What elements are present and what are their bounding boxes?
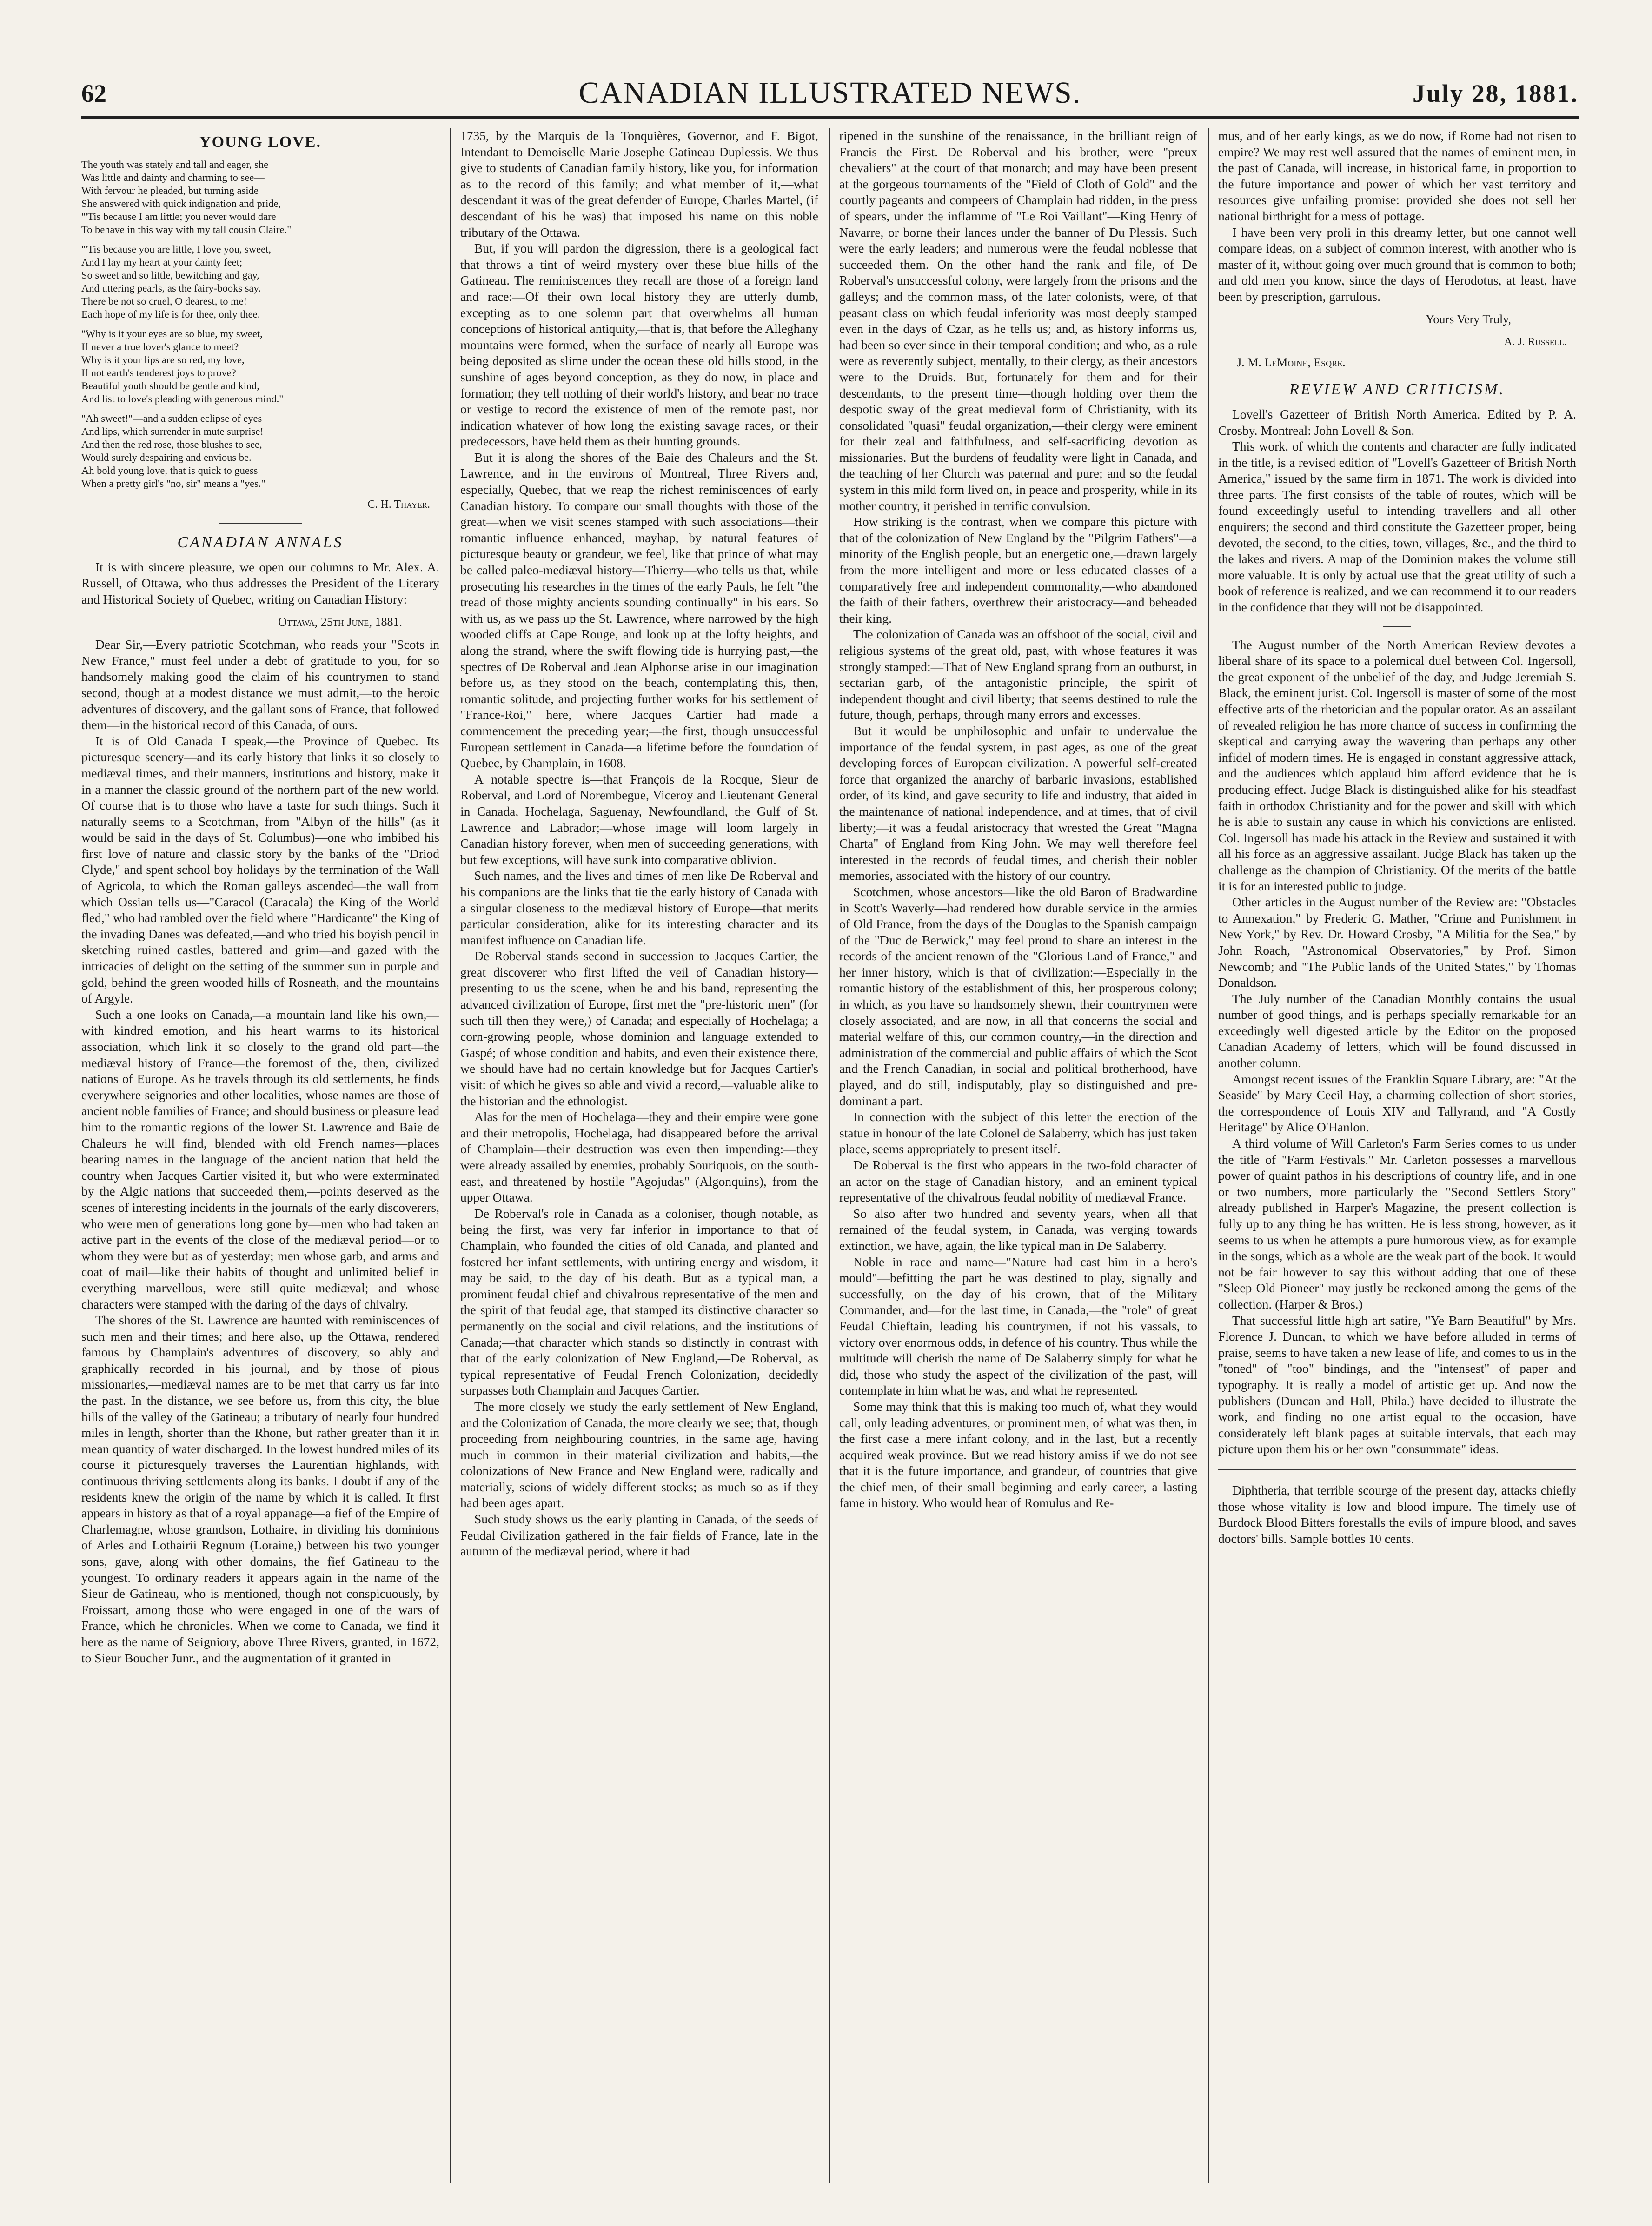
- poem: [81, 158, 439, 490]
- article-paragraph: So also after two hundred and seventy years, when all that remained of the feudal system, in Canada, was verging towards extinction, we have, again, the like typical man in De Salaberry.: [839, 1206, 1197, 1253]
- article-paragraph: Scotchmen, whose ancestors—like the old Baron of Bradwardine in Scott's Waverly—had rendered how durable service in the armies of Old France, from the days of the Douglas to the Spanish campaign of the "Duc de Berwick," may feel proud to share an interest in the records of the ancient renown of the "Glorious Land of France," and her inner history, which is that of civilization:—Especially in the romantic history of the establishment of this, her prosperous colony; in which, as you have so handsomely shewn, their countrymen were closely associated, and are now, in all that concerns the social and material welfare of this, our common country,—in the direction and administration of the commercial and public affairs of which the Scot and the French Canadian, in social and political brotherhood, have played, and do still, indisputably, play so distinguished and pre-dominant a part.: [839, 884, 1197, 1108]
- column-3: [839, 128, 1197, 2183]
- annals-title: CANADIAN ANNALS: [177, 534, 344, 552]
- masthead: CANADIAN ILLUSTRATED NEWS.: [578, 76, 1081, 110]
- poem-stanza: "'Tis because you are little, I love you, sweet, And I lay my heart at your dainty feet; So sweet and so little, bewitching and gay, And uttering pearls, as the fairy-books say. There be not so cruel, O dearest, to me! Each hope of my life is for thee, only thee.: [81, 243, 271, 320]
- annals-intro: It is with sincere pleasure, we open our columns to Mr. Alex. A. Russell, of Ottawa, who thus addresses the President of the Literary and Historical Society of Quebec, writing on Canadian History:: [81, 559, 439, 606]
- article-paragraph: The more closely we study the early settlement of New England, and the Colonization of Canada, the more clearly we see; that, though proceeding from neighbouring countries, in the same age, having much in common in their material civilization and habits,—the colonizations of New France and New England were, radically and materially, scions of widely different stocks; as much so as if they had been ages apart.: [460, 1399, 818, 1510]
- section-divider: [1383, 626, 1411, 627]
- page-header: [81, 65, 1579, 119]
- column-rule: [829, 128, 830, 2183]
- article-paragraph: Dear Sir,—Every patriotic Scotchman, who reads your "Scots in New France," must feel under a debt of gratitude to you, for so handsomely making good the claim of his countrymen to stand second, though at a modest distance we must admit,—to the heroic adventures of discovery, and the gallant sons of France, that followed them—in the historical record of this Canada, of ours.: [81, 637, 439, 732]
- column-1: [81, 128, 439, 2183]
- article-paragraph: In connection with the subject of this letter the erection of the statue in honour of the late Colonel de Salaberry, which has just taken place, seems appropriately to present itself.: [839, 1110, 1197, 1156]
- advertisement-notice: Diphtheria, that terrible scourge of the present day, attacks chiefly those whose vitality is low and blood impure. The timely use of Burdock Blood Bitters forestalls the evils of impure blood, and saves doctors' bills. Sample bottles 10 cents.: [1218, 1482, 1576, 1546]
- review-paragraph: This work, of which the contents and character are fully indicated in the title, is a revised edition of "Lovell's Gazetteer of British North America," issued by the same firm in 1871. The work is divided into three parts. The first consists of the table of routes, which will be found exceedingly useful to intending travellers and all other enquirers; the second and third constitute the Gazetteer proper, being devoted, the second, to the cities, town, villages, &c., and the third to the lakes and rivers. A map of the Dominion makes the volume still more valuable. It is only by actual use that the great utility of such a book of reference is realized, and we can recommend it to our readers in the confidence that they will not be disappointed.: [1218, 439, 1576, 615]
- column-rule: [1208, 128, 1209, 2183]
- article-paragraph: But it would be unphilosophic and unfair to undervalue the importance of the feudal system, in past ages, as one of the great developing forces of European civilization. A powerful self-created force that organized the anarchy of barbaric invasions, established order, of its kind, and gave security to life and industry, that aided in the maintenance of national independence, and at times, that of civil liberty;—it was a feudal aristocracy that wrested the Great "Magna Charta" of England from King John. We may well therefore feel interested in the records of feudal times, and cherish their nobler memories, associated with the history of our country.: [839, 723, 1197, 883]
- article-paragraph: How striking is the contrast, when we compare this picture with that of the colonization of New England by the "Pilgrim Fathers"—a minority of the English people, but an energetic one,—drawn largely from the more intelligent and more or less educated classes of a comparatively free and independent commonality,—who abandoned the faith of their fathers, overthrew their aristocracy—and beheaded their king.: [839, 514, 1197, 625]
- section-divider: [1218, 1469, 1576, 1470]
- page-number: 62: [81, 80, 106, 107]
- poem-stanza: "Ah sweet!"—and a sudden eclipse of eyes And lips, which surrender in mute surprise! And then the red rose, those blushes to see, Would surely despairing and envious be. Ah bold young love, that is quick to guess When a pretty girl's "no, sir" means a "yes.": [81, 412, 265, 489]
- article-paragraph: De Roberval is the first who appears in the two-fold character of an actor on the stage of Canadian history,—and an eminent typical representative of the chivalrous feudal nobility of mediæval France.: [839, 1158, 1197, 1205]
- article-paragraph: Such study shows us the early planting in Canada, of the seeds of Feudal Civilization gathered in the fair fields of France, late in the autumn of the mediæval period, where it had: [460, 1512, 818, 1559]
- letter-signer: A. J. Russell.: [1504, 336, 1567, 348]
- article-paragraph: De Roberval stands second in succession to Jacques Cartier, the great discoverer who first lifted the veil of Canadian history—presenting to us the scene, when he and his band, representing the advanced civilization of Europe, first met the "pre-historic men" (for such till then they were,) of Canada; and especially of Hochelaga; a corn-growing people, whose dominion and language extended to Gaspé; of whose condition and habits, and even their existence there, we should have had no certain knowledge but for Jacques Cartier's visit: of which he gives so able and vivid a record,—valuable alike to the historian and the ethnologist.: [460, 949, 818, 1108]
- article-paragraph: The colonization of Canada was an offshoot of the social, civil and religious systems of the great old, past, with whose features it was strongly stamped:—That of New England sprang from an outburst, in sectarian garb, of the antagonistic principle,—the spirit of independent thought and civil liberty; that seems destined to rule the future, though, perhaps, through many errors and excesses.: [839, 627, 1197, 722]
- article-paragraph: I have been very proli in this dreamy letter, but one cannot well compare ideas, on a subject of common interest, with another who is master of it, without going over much ground that is common to both; and old men you know, since the days of Herodotus, at least, have been by prescription, garrulous.: [1218, 225, 1576, 304]
- article-paragraph: Such names, and the lives and times of men like De Roberval and his companions are the links that tie the early history of Canada with a singular closeness to the mediæval history of Europe—that merits particular consideration, alike for its interesting character and its manifest influence on Canadian life.: [460, 868, 818, 947]
- review-paragraph: The August number of the North American Review devotes a liberal share of its space to a polemical duel between Col. Ingersoll, the great exponent of the unbelief of the day, and Judge Jeremiah S. Black, the eminent jurist. Col. Ingersoll is master of some of the most effective arts of the rhetorician and the popular orator. As an assailant of revealed religion he has more chance of success in confirming the skeptical and carrying away the wavering than perhaps any other infidel of modern times. He is engaged in constant aggressive attack, and the audiences which applaud him afford evidence that he is producing effect. Judge Black is distinguished alike for his steadfast faith in orthodox Christianity and for the power and skill with which he is able to sustain any cause in which his convictions are enlisted. Col. Ingersoll has made his attack in the Review and sustained it with all his force as an aggressive assailant. Judge Black has taken up the challenge as the champion of Christianity. Of the merits of the battle it is for an interested public to judge.: [1218, 637, 1576, 893]
- review-paragraph: That successful little high art satire, "Ye Barn Beautiful" by Mrs. Florence J. Duncan, to which we have before alluded in terms of praise, seems to have taken a new lease of life, and comes to us in the "toned" of "too" bindings, and the "intensest" of paper and typography. It is really a model of artistic get up. And now the publishers (Duncan and Hall, Phila.) have decided to illustrate the work, and finding no one artist equal to the occasion, have considerately left blank pages at suitable intervals, that each may picture upon them his or her own "consummate" ideas.: [1218, 1313, 1576, 1456]
- article-paragraph: Noble in race and name—"Nature had cast him in a hero's mould"—befitting the part he was destined to play, signally and successfully, on the day of his crown, that of the Military Commander, and—for the last time, in Canada,—the "role" of great Feudal Chieftain, leading his countrymen, if not his vassals, to victory over enormous odds, in defence of his country. Thus while the multitude will cherish the name of De Salaberry simply for what he did, those who study the aspect of the civilization of the past, will contemplate in him what he was, and what he represented.: [839, 1254, 1197, 1398]
- article-paragraph: It is of Old Canada I speak,—the Province of Quebec. Its picturesque scenery—and its early history that links it so closely to mediæval times, and their manners, institutions and history, make it in a manner the classic ground of the northern part of the new world. Of course that is to those who have a taste for such things. Such it naturally seems to a Scotchman, from "Albyn of the hills" (as it would be said in the days of St. Columbus)—one who imbibed his first love of nature and classic story by the banks of the "Driod Clyde," and spent school boy holidays by the termination of the Wall of Agricola, to which the Roman galleys ascended—the wall from which Ossian tells us—"Caracol (Caracala) the King of the World fled," who had rambled over the field where "Hardicante" the King of the invading Danes was defeated,—and who tried his boyish pencil in sketching ruined castles, battered and grim—and gazed with the intricacies of delight on the setting of the summer sun in purple and gold, behind the green wooded hills of Rosneath, and the mountains of Argyle.: [81, 733, 439, 1006]
- newspaper-page: [81, 65, 1579, 2186]
- letter-addressee: J. M. LeMoine, Esqre.: [1237, 355, 1346, 369]
- article-paragraph: mus, and of her early kings, as we do now, if Rome had not risen to empire? We may rest well assured that the names of eminent men, in the past of Canada, will increase, in historical fame, in proportion to the future importance and power of which her vast territory and resources give unfailing promise: provided she does not sell her national birthright for a mess of pottage.: [1218, 128, 1576, 223]
- article-paragraph: Alas for the men of Hochelaga—they and their empire were gone and their metropolis, Hochelaga, had disappeared before the arrival of Champlain—their destruction was even then impending:—they were already assailed by enemies, probably Souriquois, on the south-east, and threatened by hostile "Agojudas" (Algonquins), from the upper Ottawa.: [460, 1110, 818, 1205]
- article-paragraph: De Roberval's role in Canada as a coloniser, though notable, as being the first, was very far inferior in importance to that of Champlain, who founded the cities of old Canada, and planted and fostered her infant settlements, with untiring energy and wisdom, it may be said, to the day of his death. But as a typical man, a prominent feudal chief and chivalrous representative of the men and the spirit of that feudal age, that stamped its distinctive character so permanently on the social and civil relations, and the institutions of Canada;—that character which stands so distinctly in contrast with that of the early colonization of New England,—De Roberval, as typical representative of Feudal French Colonization, decidedly surpasses both Champlain and Jacques Cartier.: [460, 1206, 818, 1398]
- section-divider: [219, 523, 302, 524]
- poem-signature: C. H. Thayer.: [367, 498, 430, 511]
- columns: [81, 128, 1579, 2183]
- review-paragraph: The July number of the Canadian Monthly contains the usual number of good things, and is perhaps specially remarkable for an exceedingly well digested article by the Editor on the proposed Canadian Academy of letters, which will be found discussed in another column.: [1218, 991, 1576, 1070]
- review-paragraph: Other articles in the August number of the Review are: "Obstacles to Annexation," by Frederic G. Mather, "Crime and Punishment in New York," by Rev. Dr. Howard Crosby, "A Militia for the Sea," by John Roach, "Astronomical Observatories," by Prof. Simon Newcomb; and "The Public lands of the United States," by Thomas Donaldson.: [1218, 895, 1576, 990]
- review-paragraph: Amongst recent issues of the Franklin Square Library, are: "At the Seaside" by Mary Cecil Hay, a charming collection of short stories, the correspondence of Louis XIV and Tallyrand, and "A Costly Heritage" by Alice O'Hanlon.: [1218, 1071, 1576, 1135]
- poem-stanza: "Why is it your eyes are so blue, my sweet, If never a true lover's glance to meet? Why is it your lips are so red, my love, If not earth's tenderest joys to prove? Beautiful youth should be gentle and kind, And list to love's pleading with generous mind.": [81, 327, 284, 405]
- review-paragraph: Lovell's Gazetteer of British North America. Edited by P. A. Crosby. Montreal: John Lovell & Son.: [1218, 406, 1576, 438]
- poem-title: YOUNG LOVE.: [199, 133, 321, 151]
- column-4: [1218, 128, 1576, 2183]
- review-paragraph: A third volume of Will Carleton's Farm Series comes to us under the title of "Farm Festivals." Mr. Carleton possesses a marvellous power of quaint pathos in his descriptions of country life, and in one or two numbers, more particularly the "Second Settlers Story" already published in Harper's Magazine, the present collection is fully up to any thing he has written. He is less strong, however, as it seems to us when he attempts a pure humorous view, as for example in the songs, which as a whole are the weak part of the book. It would not be fair however to say this without adding that one of these "Sleep Old Pioneer" may justly be reckoned among the gems of the collection. (Harper & Bros.): [1218, 1136, 1576, 1311]
- article-paragraph: ripened in the sunshine of the renaissance, in the brilliant reign of Francis the First. De Roberval and his brother, were "preux chevaliers" at the court of that monarch; and may have been present at the gorgeous tournaments of the "Field of Cloth of Gold" and the courtly pageants and compeers of Champlain had ridden, in the press of spears, under the inflamme of "Le Roi Vaillant"—King Henry of Navarre, or borne their lances under the banner of Du Plessis. Such were the early leaders; and numerous were the feudal noblesse that succeeded them. On the other hand the rank and file, of De Roberval's unsuccessful colony, were largely from the prisons and the galleys; and the common mass, of the later colonists, were, of that peasant class on which feudal inferiority was most deeply stamped even in the days of Czar, as he tells us; and, as history informs us, had been so ever since in their temporal condition; and who, as a rule were as reverently subject, mentally, to their clergy, as their ancestors were to the Druids. But, fortunately for them and for their descendants, to the present time—though holding over them the despotic sway of the great medieval form of Christianity, with its consolidated "quasi" feudal organization,—their clergy were eminent for their zeal and faithfulness, and self-sacrificing devotion as missionaries. But the burdens of feudality were light in Canada, and the teaching of her Church was paternal and pure; and so the feudal system in this mild form lived on, in peace and prosperity, while in its mother country, it perished in terrific convulsion.: [839, 128, 1197, 513]
- poem-stanza: The youth was stately and tall and eager, she Was little and dainty and charming to see— With fervour he pleaded, but turning aside She answered with quick indignation and pride, "'Tis because I am little; you never would dare To behave in this way with my tall cousin Claire.": [81, 158, 292, 235]
- letter-closing: Yours Very Truly,: [1426, 312, 1511, 326]
- letter-dateline: Ottawa, 25th June, 1881.: [278, 615, 402, 629]
- column-2: [460, 128, 818, 2183]
- article-paragraph: 1735, by the Marquis de la Tonquières, Governor, and F. Bigot, Intendant to Demoiselle Marie Josephe Gatineau Duplessis. We thus give to students of Canadian family history, like you, for information as to the record of this family; and what member of it,—what descendant it was of the great defender of Europe, Charles Martel, (if descendant of his he was) that imposed his name on this noble tributary of the Ottawa.: [460, 128, 818, 239]
- article-paragraph: Some may think that this is making too much of, what they would call, only leading adventures, or prominent men, of what was then, in the first case a mere infant colony, and in the last, but a recently acquired weak province. But we read history amiss if we do not see that it is the future importance, and grandeur, of countries that give the chief men, of their small beginning and early career, a lasting fame in history. Who would hear of Romulus and Re-: [839, 1399, 1197, 1510]
- article-paragraph: But, if you will pardon the digression, there is a geological fact that throws a tint of weird mystery over these blue hills of the Gatineau. The reminiscences they recall are those of a foreign land and race:—Of their own local history they are utterly dumb, excepting as to one solemn part that overwhelms all human conceptions of historical antiquity,—that is, that before the Alleghany mountains were formed, when the surface of nearly all Europe was being deposited as slime under the ocean these old hills stood, in the sunshine of ages beyond conception, as they do now, in place and formation; they tell nothing of their world's history, and bear no trace or vestige to record the existence of men of the remote past, nor indication whatever of how long the existing savage races, or their predecessors, have held them as their hunting grounds.: [460, 241, 818, 449]
- issue-date: July 28, 1881.: [1412, 80, 1579, 107]
- article-paragraph: Such a one looks on Canada,—a mountain land like his own,—with kindred emotion, and his heart warms to its historical association, which link it so closely to the grand old part—the mediæval history of France—the foremost of the, then, civilized nations of Europe. As he travels through its old settlements, he finds everywhere seignories and other localities, whose names are those of ancient noble families of France; and should business or pleasure lead him to the romantic regions of the lower St. Lawrence and Baie de Chaleurs he will find, blended with old French names—places bearing names in the language of the ancient nation that held the country when Jacques Cartier visited it, but who were exterminated by the Algic nations that succeeded them,—points deserved as the scenes of interesting incidents in the journals of the early discoverers, who were men of generations long gone by—men who had taken an active part in the events of the close of the mediæval period—or to whom they were but as of yesterday; men whose garb, and arms and coat of mail—like their habits of thought and unlimited belief in everything marvellous, were still quite mediæval; and whose characters were stamped with the daring of the days of chivalry.: [81, 1007, 439, 1311]
- article-paragraph: The shores of the St. Lawrence are haunted with reminiscences of such men and their times; and here also, up the Ottawa, rendered famous by Champlain's adventures of discovery, so ably and graphically recorded in his journal, and by those of pious missionaries,—mediæval names are to be met that carry us far into the past. In the distance, we see before us, from this city, the blue hills of the valley of the Gatineau; a tributary of nearly four hundred miles in length, shorter than the Rhone, but rather greater than it in mean quantity of water discharged. In the lowest hundred miles of its course it picturesquely traverses the Laurentian highlands, with continuous thriving settlements along its banks. I doubt if any of the residents knew the origin of the name by which it is called. It first appears in history as that of a royal appanage—a fief of the Empire of Charlemagne, whose grandson, Lothaire, in dividing his dominions of Arles and Lothairii Regnum (Loraine,) between his two younger sons, gave, along with other domains, the fief Gatineau to the youngest. To ordinary readers it appears again in the name of the Sieur de Gatineau, who is mentioned, though not conspicuously, by Froissart, among those who were engaged in one of the wars of France, which he chronicles. When we come to Canada, we find it here as the name of Seigniory, above Three Rivers, granted, in 1672, to Sieur Boucher Junr., and the augmentation of it granted in: [81, 1313, 439, 1665]
- review-title: REVIEW AND CRITICISM.: [1289, 381, 1505, 399]
- column-rule: [450, 128, 451, 2183]
- article-paragraph: But it is along the shores of the Baie des Chaleurs and the St. Lawrence, and in the environs of Montreal, Three Rivers and, especially, Quebec, that we reap the richest reminiscences of early Canadian history. To compare our small thoughts with those of the great—when we visit scenes stamped with such associations—their romantic influence enhanced, mayhap, by natural features of picturesque beauty or grandeur, we feel, like that prince of what may be called paleo-mediæval history—Thierry—who tells us that, while prosecuting his researches in the times of the early Pauls, he felt "the tread of those mighty ancients sounding continually" in his ears. So with us, as we pass up the St. Lawrence, where narrowed by the high wooded cliffs at Cape Rouge, and look up at the lofty heights, and along the strand, where the swift flowing tide is hurrying past,—the spectres of De Roberval and Jean Alphonse arise in our imagination before us, as they stood on the beach, contemplating this, then, romantic solitude, and projecting further works for his settlement of "France-Roi," here, where Jacques Cartier had made a commencement the preceding year;—the first, though unsuccessful European settlement in Canada—a lifetime before the foundation of Quebec, by Champlain, in 1608.: [460, 450, 818, 771]
- article-paragraph: A notable spectre is—that François de la Rocque, Sieur de Roberval, and Lord of Norembegue, Viceroy and Lieutenant General in Canada, Hochelaga, Saguenay, Newfoundland, the Gulf of St. Lawrence and Labrador;—whose image will loom largely in Canadian history forever, when men of succeeding generations, with but few exceptions, will have sunk into comparative oblivion.: [460, 771, 818, 867]
